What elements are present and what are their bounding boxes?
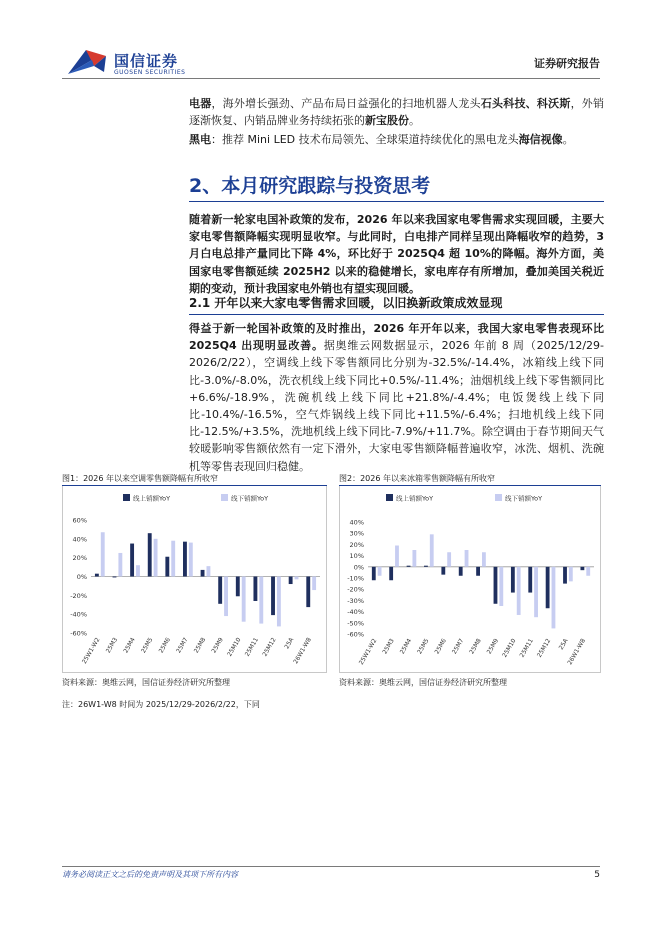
bar-offline [430, 534, 434, 566]
bar-online [563, 567, 567, 584]
x-tick-label: 25A [283, 636, 296, 651]
y-tick-label: -20% [70, 591, 87, 600]
figure-note: 注：26W1-W8 时间为 2025/12/29-2026/2/22，下同 [62, 700, 260, 709]
bar-offline [312, 577, 316, 591]
paragraph-black-appliances [189, 131, 604, 148]
figure-2-chart-frame [339, 486, 601, 673]
x-tick-label: 25W1-W2 [80, 636, 102, 666]
legend-swatch-online [386, 494, 393, 501]
bar-online [201, 570, 205, 577]
bar-online [494, 567, 498, 604]
bar-online [306, 577, 310, 608]
x-tick-label: 25M9 [485, 637, 501, 656]
keyword-appliances: 电器 [189, 97, 212, 110]
y-tick-label: -50% [347, 619, 364, 628]
page-number: 5 [594, 870, 600, 880]
bar-online [95, 574, 99, 577]
y-tick-label: 0% [76, 573, 87, 581]
bar-online [546, 567, 550, 608]
y-tick-label: 0% [353, 563, 364, 572]
bar-offline [154, 539, 158, 577]
bar-online [511, 567, 515, 593]
bar-offline [101, 532, 105, 576]
bar-offline [277, 577, 281, 627]
bar-offline [465, 550, 469, 567]
bar-offline [499, 567, 503, 606]
keyword-black-appliances: 黑电 [189, 133, 211, 146]
x-tick-label: 25M11 [518, 637, 535, 659]
y-tick-label: 10% [349, 552, 364, 561]
legend-swatch-online [123, 494, 130, 501]
subsection-divider [189, 314, 604, 315]
bar-online [130, 544, 134, 577]
paragraph-text: ：推荐 Mini LED 技术布局领先、全球渠道持续优化的黑电龙头 [211, 133, 519, 146]
bar-offline [171, 541, 175, 577]
x-tick-label: 25M7 [450, 637, 466, 656]
y-tick-label: -30% [347, 596, 364, 605]
x-tick-label: 25M3 [381, 637, 396, 656]
x-tick-label: 25M6 [157, 636, 173, 655]
bar-offline [224, 577, 228, 617]
bar-offline [242, 577, 246, 622]
figure-2-title: 图2：2026 年以来冰箱零售额降幅有所收窄 [339, 474, 495, 483]
header-divider [62, 78, 600, 79]
subsection-heading: 2.1 开年以来大家电零售需求回暖，以旧换新政策成效显现 [189, 296, 503, 310]
x-tick-label: 25M3 [104, 636, 120, 655]
figure-1-chart [63, 486, 326, 672]
bar-online [148, 533, 152, 576]
summary-text: 随着新一轮家电国补政策的发布，2026 年以来我国家电零售需求实现回暖，主要大家电零售额降幅实现明显收窄。与此同时，白电排产同样呈现出降幅收窄的趋势，3 月白电总排产量同比下降 4%，环比好于 2025Q4 超 10%的降幅。海外方面，美国家电零售额延续 2025H2 以来的稳健增长，家电库存有所增加，叠加美国关税近期的变动，预计我国家电外销也有望实现回暖。 [189, 213, 604, 295]
bar-online [459, 567, 463, 576]
x-tick-label: 25M5 [416, 637, 431, 656]
x-tick-label: 25M4 [398, 637, 414, 656]
bar-offline [482, 552, 486, 567]
y-tick-label: 20% [349, 540, 364, 549]
summary-paragraph [189, 211, 604, 297]
paragraph-appliances [189, 95, 604, 129]
bar-offline [552, 567, 556, 629]
bar-online [476, 567, 480, 576]
x-tick-label: 25M9 [210, 636, 225, 655]
paragraph-text: ，外销逐渐恢复、内销品牌业务持续拓张的 [189, 97, 605, 128]
figure-2 [339, 473, 601, 688]
legend-label-offline: 线下销额YoY [231, 494, 269, 503]
bar-offline [136, 565, 140, 576]
figure-1-source: 资料来源：奥维云网，国信证券经济研究所整理 [62, 678, 230, 687]
x-tick-label: 25W1-W2 [357, 637, 379, 667]
section-heading: 2、本月研究跟踪与投资思考 [189, 175, 431, 197]
guosen-logo-icon [64, 46, 110, 80]
bar-offline [189, 543, 193, 577]
y-tick-label: 60% [72, 516, 87, 525]
y-tick-label: 30% [349, 529, 364, 538]
y-tick-label: -20% [347, 585, 364, 594]
bar-online [407, 566, 411, 567]
paragraph-text: 。 [562, 133, 574, 146]
legend-swatch-offline [221, 494, 228, 501]
bar-online [113, 577, 117, 578]
bar-offline [207, 566, 211, 576]
bar-offline [118, 553, 122, 577]
x-tick-label: 25M12 [261, 636, 278, 658]
legend-label-online: 线上销额YoY [396, 494, 434, 503]
x-tick-label: 25M10 [226, 636, 243, 658]
x-tick-label: 25M6 [433, 637, 448, 656]
logo-text-en: GUOSEN SECURITIES [114, 69, 186, 76]
bar-offline [569, 567, 573, 582]
bar-online [441, 567, 445, 575]
bar-offline [259, 577, 263, 624]
x-tick-label: 25M4 [122, 636, 137, 655]
paragraph-text: 。 [409, 114, 420, 128]
figure-1 [62, 473, 327, 688]
paragraph-text: ，海外增长强劲、产品布局日益强化的扫地机器人龙头 [211, 97, 481, 110]
stock-names: 石头科技、科沃斯 [480, 97, 571, 110]
bar-online [253, 577, 257, 601]
legend-label-online: 线上销额YoY [133, 494, 171, 503]
bar-online [424, 566, 428, 567]
bar-offline [378, 567, 382, 576]
x-tick-label: 25M5 [140, 636, 155, 655]
bar-online [580, 567, 584, 570]
paragraph-text: 据奥维云网数据显示，2026 年前 8 周（2025/12/29-2026/2/22），空调线上线下零售额同比分别为-32.5%/-14.4%，冰箱线上线下同比-3.0%/-8.0%，洗衣机线上线下同比+0.5%/-11.4%；油烟机线上线下零售额同比+6.6%/-18.9%，洗碗机线上线下同比+21.8%/-4.4%；电饭煲线上线下同比-10.4%/-16.5%，空气炸锅线上线下同比+11.5%/-6.4%；扫地机线上线下同比-12.5%/+3.5%，洗地机线上线下同比-7.9%/+11.7%。除空调由于春节期间天气较暖影响零售额依然有一定下滑外，大家电零售额降幅普遍收窄，冰洗、烟机、洗碗机等零售表现回归稳健。 [189, 339, 604, 473]
bar-online [289, 577, 293, 585]
bar-offline [586, 567, 590, 576]
bar-online [528, 567, 532, 593]
x-tick-label: 26W1-W8 [292, 636, 313, 666]
stock-name: 海信视像 [518, 133, 563, 146]
bar-online [165, 557, 169, 577]
y-tick-label: 40% [349, 518, 364, 527]
bar-online [389, 567, 393, 580]
x-tick-label: 25M10 [501, 637, 518, 659]
figure-1-chart-frame [62, 486, 327, 673]
figure-2-source: 资料来源：奥维云网，国信证券经济研究所整理 [339, 678, 507, 687]
y-tick-label: -60% [347, 630, 364, 639]
x-tick-label: 25M11 [243, 636, 261, 658]
y-tick-label: 20% [72, 554, 87, 563]
y-tick-label: -40% [347, 608, 364, 617]
x-tick-label: 25M8 [192, 636, 208, 655]
stock-name: 新宝股份 [365, 114, 409, 128]
x-tick-label: 25M8 [468, 637, 483, 656]
legend-label-offline: 线下销额YoY [505, 494, 543, 503]
x-tick-label: 25M7 [175, 636, 190, 655]
bar-offline [447, 552, 451, 567]
x-tick-label: 25M12 [535, 637, 553, 659]
bar-offline [412, 550, 416, 567]
x-tick-label: 25A [557, 637, 570, 652]
body-paragraph [189, 320, 604, 475]
bar-offline [295, 577, 299, 580]
footer-divider [62, 866, 600, 867]
legend-swatch-offline [495, 494, 502, 501]
y-tick-label: -60% [70, 629, 87, 638]
bar-offline [534, 567, 538, 617]
y-tick-label: -10% [347, 574, 364, 583]
bar-online [183, 542, 187, 577]
figure-1-title: 图1：2026 年以来空调零售额降幅有所收窄 [62, 474, 218, 483]
bar-online [372, 567, 376, 580]
bar-online [236, 577, 240, 597]
y-tick-label: -40% [70, 610, 87, 619]
bar-offline [395, 546, 399, 567]
figure-2-chart [340, 486, 600, 672]
y-tick-label: 40% [72, 535, 87, 544]
bar-online [271, 577, 275, 616]
bar-online [218, 577, 222, 604]
logo-text-cn: 国信证券 [114, 52, 179, 70]
section-heading-divider [189, 201, 604, 202]
lead-sentence: 得益于新一轮国补政策的及时推出，2026 年开年以来，我国大家电零售表现环比 2025Q4 出现明显改善。 [189, 322, 604, 353]
x-tick-label: 26W1-W8 [566, 637, 588, 667]
report-type-label: 证券研究报告 [534, 57, 600, 70]
bar-offline [517, 567, 521, 615]
footer-disclaimer: 请务必阅读正文之后的免责声明及其项下所有内容 [62, 870, 238, 879]
